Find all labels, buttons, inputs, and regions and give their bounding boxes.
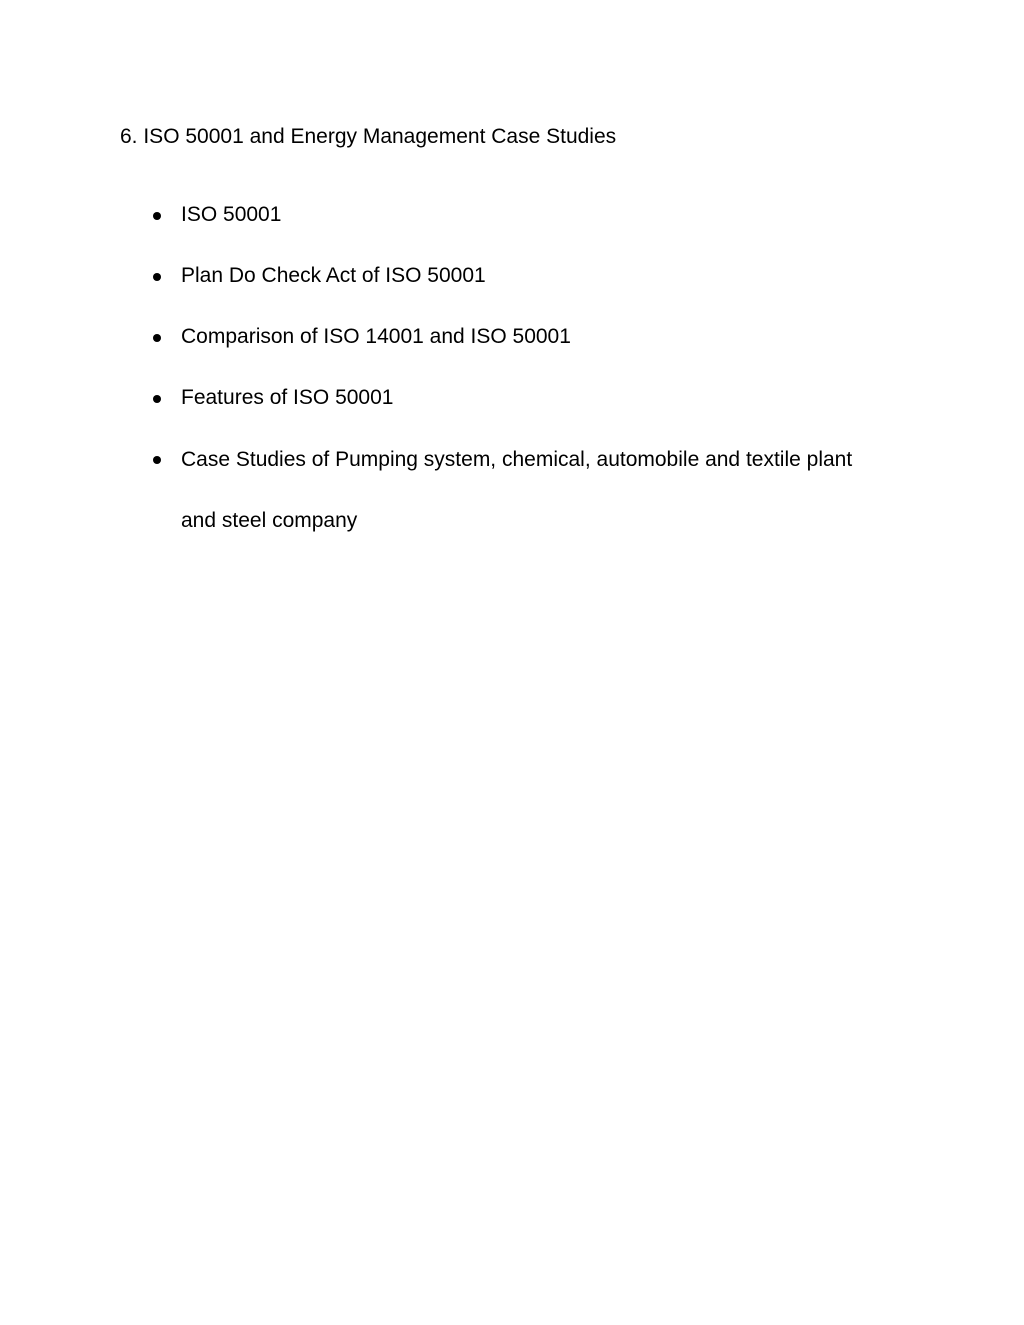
bullet-icon: [153, 334, 161, 342]
bullet-icon: [153, 395, 161, 403]
list-item: [0, 322, 871, 352]
bullet-icon: [153, 273, 161, 281]
list-item: [0, 383, 871, 413]
topic-list: [0, 200, 1024, 582]
list-item: [0, 429, 871, 551]
list-item-text: ISO 50001: [181, 203, 282, 226]
list-item-text: Comparison of ISO 14001 and ISO 50001: [181, 325, 571, 348]
section-heading: 6. ISO 50001 and Energy Management Case Studies: [120, 125, 617, 148]
bullet-icon: [153, 456, 161, 464]
list-item: [0, 261, 871, 291]
list-item-text: Plan Do Check Act of ISO 50001: [181, 264, 486, 287]
bullet-icon: [153, 212, 161, 220]
list-item: [0, 200, 871, 230]
list-item-text: Case Studies of Pumping system, chemical, automobile and textile plant and steel company: [181, 448, 853, 532]
list-item-text: Features of ISO 50001: [181, 386, 394, 409]
